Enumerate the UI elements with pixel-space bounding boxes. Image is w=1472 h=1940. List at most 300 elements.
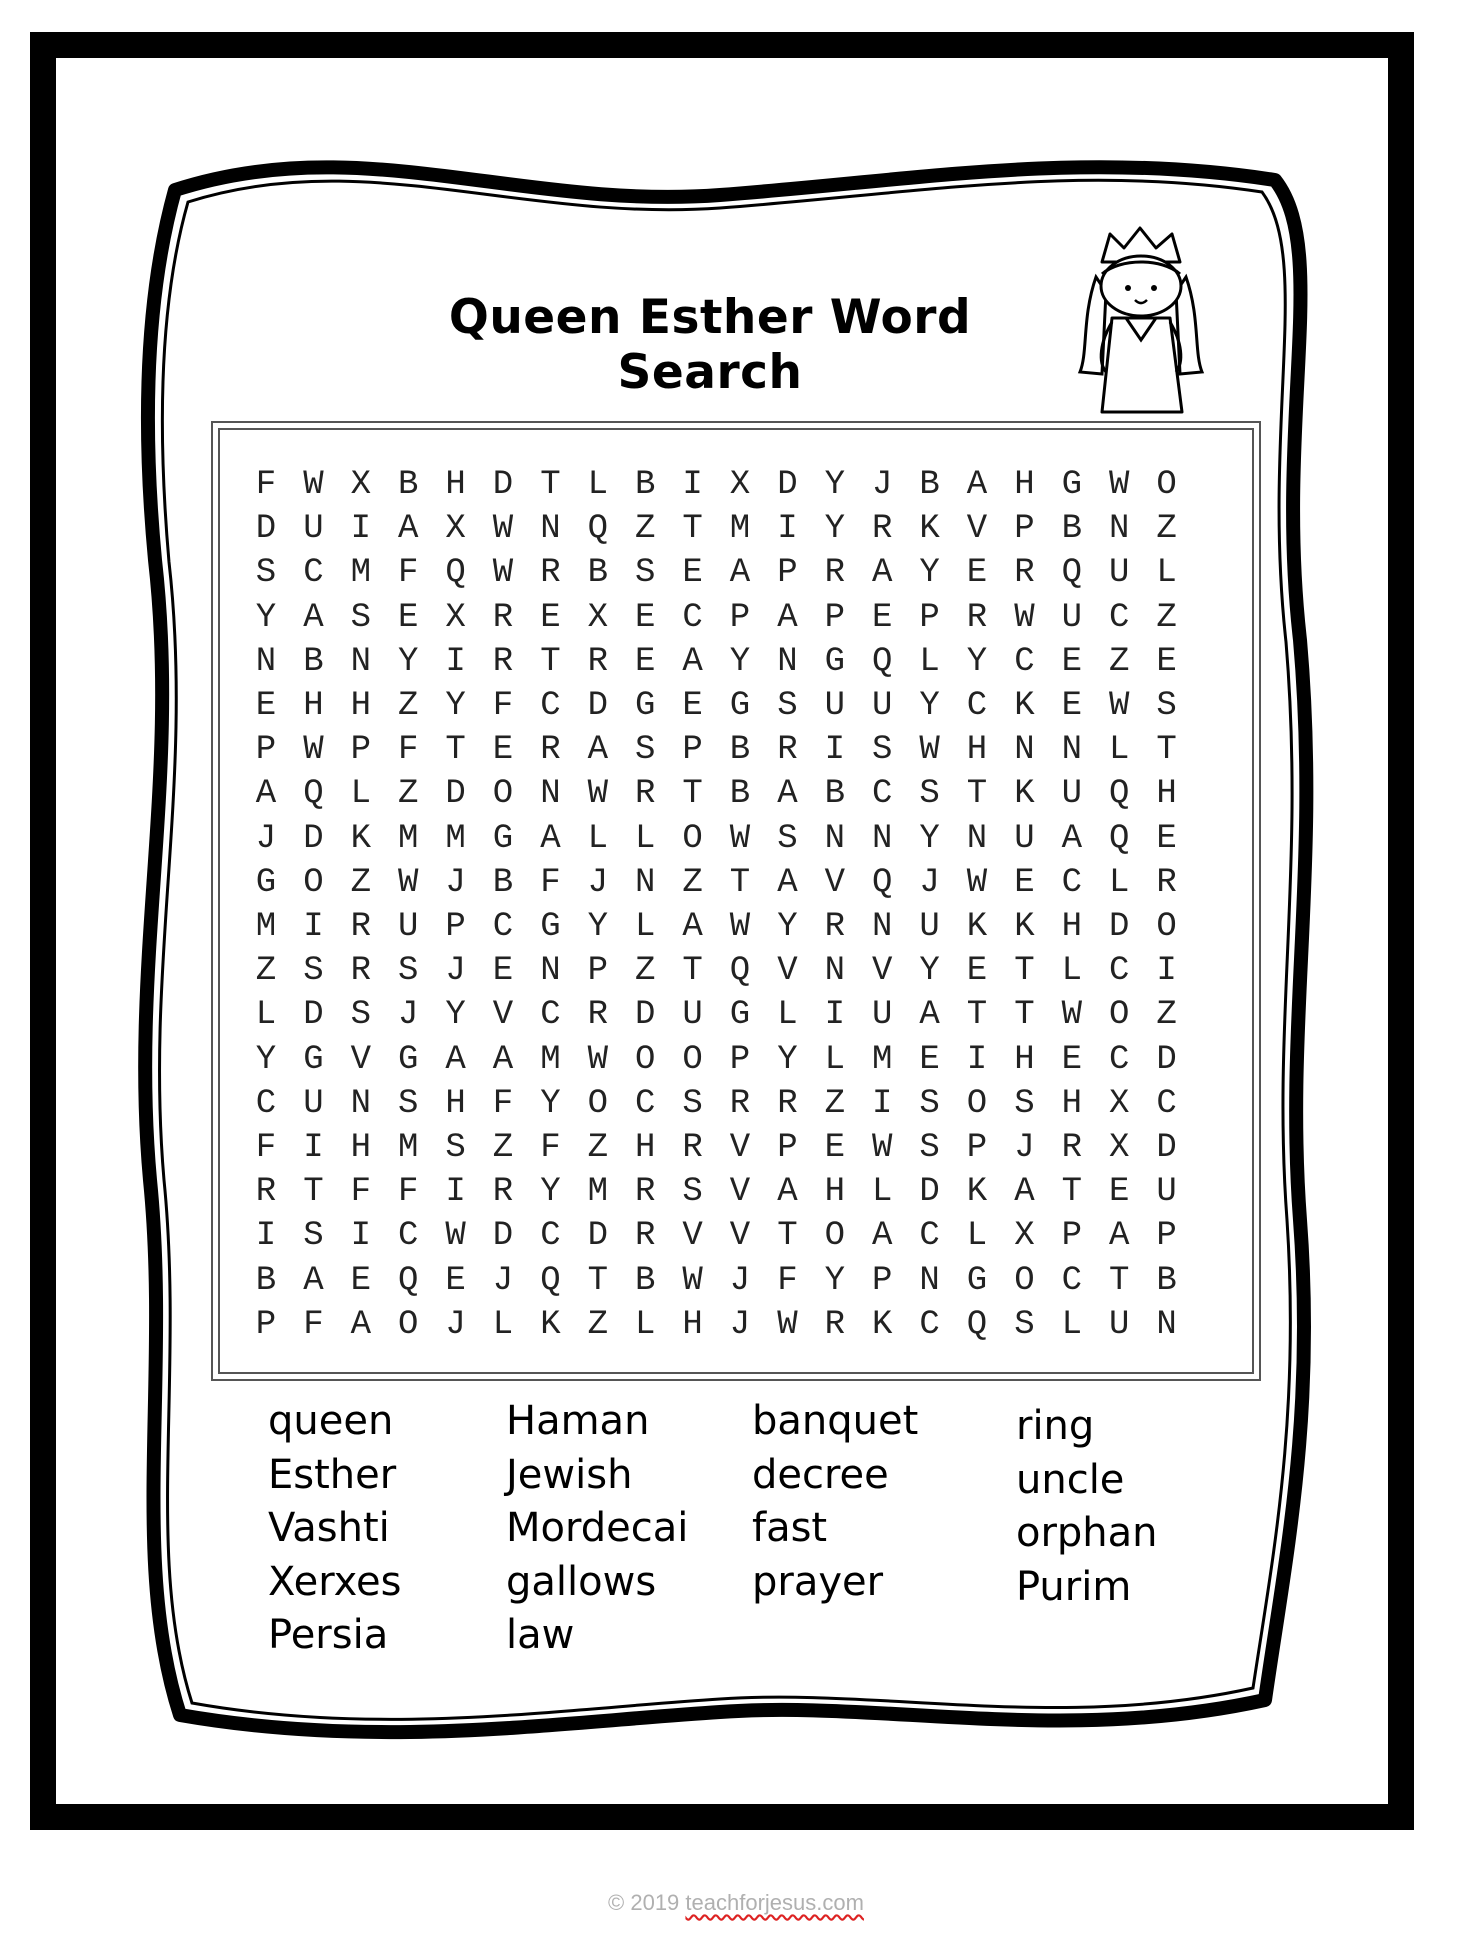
grid-letter[interactable]: F <box>492 1084 514 1123</box>
grid-letter[interactable]: P <box>824 598 845 637</box>
grid-letter[interactable]: O <box>682 819 703 858</box>
grid-letter[interactable]: N <box>540 510 561 549</box>
grid-letter[interactable]: M <box>540 1040 561 1079</box>
grid-letter[interactable]: T <box>966 775 988 814</box>
grid-letter[interactable]: A <box>255 775 277 814</box>
grid-letter[interactable]: Y <box>966 642 988 681</box>
grid-letter[interactable]: S <box>445 1129 466 1167</box>
grid-letter[interactable]: R <box>634 1217 656 1256</box>
grid-letter[interactable]: R <box>682 1129 703 1167</box>
grid-letter[interactable]: D <box>587 687 608 725</box>
grid-letter[interactable]: T <box>682 775 703 814</box>
grid-letter[interactable]: O <box>587 1084 608 1123</box>
grid-letter[interactable]: N <box>255 642 277 681</box>
grid-letter[interactable]: X <box>350 466 371 504</box>
grid-letter[interactable]: T <box>540 642 561 681</box>
grid-letter[interactable]: C <box>397 1217 419 1256</box>
grid-letter[interactable]: Z <box>587 1305 608 1344</box>
grid-letter[interactable]: P <box>587 952 608 991</box>
grid-letter[interactable]: X <box>1014 1217 1035 1256</box>
grid-letter[interactable]: E <box>492 952 514 991</box>
grid-letter[interactable]: Q <box>729 952 751 991</box>
grid-letter[interactable]: U <box>1061 775 1082 814</box>
grid-letter[interactable]: J <box>492 1261 514 1300</box>
grid-letter[interactable]: P <box>1061 1217 1082 1256</box>
grid-letter[interactable]: E <box>1156 642 1177 681</box>
grid-letter[interactable]: A <box>777 1173 798 1212</box>
grid-letter[interactable]: A <box>350 1305 371 1344</box>
grid-letter[interactable]: F <box>255 466 277 504</box>
grid-letter[interactable]: T <box>777 1217 798 1256</box>
grid-letter[interactable]: X <box>729 466 751 504</box>
grid-letter[interactable]: T <box>729 863 751 902</box>
grid-letter[interactable]: T <box>540 466 561 504</box>
grid-letter[interactable]: H <box>1014 466 1035 504</box>
grid-letter[interactable]: N <box>1108 510 1130 549</box>
grid-letter[interactable]: C <box>540 687 561 725</box>
grid-letter[interactable]: W <box>303 731 324 770</box>
grid-letter[interactable]: W <box>492 510 514 549</box>
grid-letter[interactable]: O <box>824 1217 845 1256</box>
grid-letter[interactable]: V <box>729 1217 751 1256</box>
grid-letter[interactable]: Y <box>777 1040 798 1079</box>
grid-letter[interactable]: S <box>1014 1084 1035 1123</box>
grid-letter[interactable]: F <box>540 1129 561 1167</box>
grid-letter[interactable]: L <box>634 908 656 946</box>
grid-letter[interactable]: R <box>777 1084 798 1123</box>
grid-letter[interactable]: M <box>871 1040 893 1079</box>
grid-letter[interactable]: Y <box>919 952 940 991</box>
grid-letter[interactable]: G <box>255 863 277 902</box>
grid-letter[interactable]: X <box>445 510 466 549</box>
grid-letter[interactable]: Y <box>824 510 845 549</box>
grid-letter[interactable]: S <box>871 731 893 770</box>
grid-letter[interactable]: L <box>492 1305 514 1344</box>
grid-letter[interactable]: A <box>871 554 893 593</box>
grid-letter[interactable]: E <box>682 554 703 593</box>
grid-letter[interactable]: B <box>634 466 656 504</box>
grid-letter[interactable]: L <box>634 1305 656 1344</box>
grid-letter[interactable]: N <box>824 819 845 858</box>
grid-letter[interactable]: H <box>1156 775 1177 814</box>
grid-letter[interactable]: C <box>919 1305 940 1344</box>
grid-letter[interactable]: L <box>966 1217 988 1256</box>
grid-letter[interactable]: E <box>255 687 277 725</box>
grid-letter[interactable]: X <box>587 598 608 637</box>
grid-letter[interactable]: C <box>871 775 893 814</box>
grid-letter[interactable]: A <box>871 1217 893 1256</box>
grid-letter[interactable]: O <box>634 1040 656 1079</box>
grid-letter[interactable]: V <box>966 510 988 549</box>
grid-letter[interactable]: D <box>587 1217 608 1256</box>
grid-letter[interactable]: H <box>1061 908 1082 946</box>
grid-letter[interactable]: N <box>350 642 371 681</box>
grid-letter[interactable]: R <box>824 1305 845 1344</box>
grid-letter[interactable]: J <box>919 863 940 902</box>
grid-letter[interactable]: L <box>587 819 608 858</box>
grid-letter[interactable]: L <box>1108 863 1130 902</box>
grid-letter[interactable]: B <box>729 775 751 814</box>
grid-letter[interactable]: N <box>634 863 656 902</box>
grid-letter[interactable]: A <box>682 642 703 681</box>
grid-letter[interactable]: A <box>540 819 561 858</box>
grid-letter[interactable]: A <box>397 510 419 549</box>
grid-letter[interactable]: F <box>397 1173 419 1212</box>
grid-letter[interactable]: U <box>1014 819 1035 858</box>
grid-letter[interactable]: D <box>303 996 324 1035</box>
grid-letter[interactable]: V <box>729 1173 751 1212</box>
grid-letter[interactable]: A <box>777 598 798 637</box>
grid-letter[interactable]: P <box>1014 510 1035 549</box>
grid-letter[interactable]: R <box>540 731 561 770</box>
grid-letter[interactable]: P <box>777 554 798 593</box>
grid-letter[interactable]: R <box>350 952 371 991</box>
grid-letter[interactable]: E <box>919 1040 940 1079</box>
grid-letter[interactable]: M <box>445 819 466 858</box>
grid-letter[interactable]: M <box>255 908 277 946</box>
grid-letter[interactable]: L <box>777 996 798 1035</box>
grid-letter[interactable]: F <box>540 863 561 902</box>
grid-letter[interactable]: E <box>1061 687 1082 725</box>
grid-letter[interactable]: B <box>397 466 419 504</box>
grid-letter[interactable]: T <box>587 1261 608 1300</box>
grid-letter[interactable]: B <box>729 731 751 770</box>
grid-letter[interactable]: C <box>1061 863 1082 902</box>
grid-letter[interactable]: V <box>871 952 893 991</box>
grid-letter[interactable]: W <box>587 775 608 814</box>
grid-letter[interactable]: G <box>966 1261 988 1300</box>
grid-letter[interactable]: R <box>492 1173 514 1212</box>
grid-letter[interactable]: E <box>1061 642 1082 681</box>
grid-letter[interactable]: Q <box>303 775 324 814</box>
grid-letter[interactable]: H <box>445 1084 466 1123</box>
grid-letter[interactable]: S <box>1156 687 1177 725</box>
grid-letter[interactable]: E <box>445 1261 466 1300</box>
grid-letter[interactable]: R <box>492 598 514 637</box>
grid-letter[interactable]: Z <box>682 863 703 902</box>
grid-letter[interactable]: N <box>871 819 893 858</box>
grid-letter[interactable]: N <box>966 819 988 858</box>
grid-letter[interactable]: Q <box>1108 775 1130 814</box>
grid-letter[interactable]: K <box>1014 775 1035 814</box>
grid-letter[interactable]: U <box>682 996 703 1035</box>
grid-letter[interactable]: W <box>587 1040 608 1079</box>
grid-letter[interactable]: B <box>919 466 940 504</box>
grid-letter[interactable]: U <box>397 908 419 946</box>
grid-letter[interactable]: U <box>824 687 845 725</box>
grid-letter[interactable]: E <box>1156 819 1177 858</box>
grid-letter[interactable]: R <box>350 908 371 946</box>
grid-letter[interactable]: B <box>492 863 514 902</box>
grid-letter[interactable]: R <box>492 642 514 681</box>
grid-letter[interactable]: K <box>1014 908 1035 946</box>
grid-letter[interactable]: Q <box>966 1305 988 1344</box>
grid-letter[interactable]: C <box>1061 1261 1082 1300</box>
grid-letter[interactable]: T <box>682 952 703 991</box>
grid-letter[interactable]: F <box>397 554 419 593</box>
grid-letter[interactable]: Z <box>1156 510 1177 549</box>
grid-letter[interactable]: I <box>303 908 324 946</box>
grid-letter[interactable]: W <box>1061 996 1082 1035</box>
grid-letter[interactable]: Y <box>255 598 277 637</box>
grid-letter[interactable]: R <box>871 510 893 549</box>
grid-letter[interactable]: U <box>871 687 893 725</box>
grid-letter[interactable]: H <box>350 1129 371 1167</box>
grid-letter[interactable]: K <box>350 819 371 858</box>
grid-letter[interactable]: G <box>824 642 845 681</box>
grid-letter[interactable]: S <box>634 554 656 593</box>
grid-letter[interactable]: D <box>492 466 514 504</box>
grid-letter[interactable]: N <box>1156 1305 1177 1344</box>
grid-letter[interactable]: Z <box>397 687 419 725</box>
grid-letter[interactable]: P <box>871 1261 893 1300</box>
grid-letter[interactable]: H <box>1014 1040 1035 1079</box>
grid-letter[interactable]: M <box>397 1129 419 1167</box>
grid-letter[interactable]: O <box>1156 466 1177 504</box>
grid-letter[interactable]: Y <box>919 819 940 858</box>
grid-letter[interactable]: U <box>1061 598 1082 637</box>
grid-letter[interactable]: N <box>1014 731 1035 770</box>
grid-letter[interactable]: R <box>587 996 608 1035</box>
grid-letter[interactable]: B <box>587 554 608 593</box>
grid-letter[interactable]: P <box>350 731 371 770</box>
grid-letter[interactable]: I <box>303 1129 324 1167</box>
grid-letter[interactable]: Y <box>397 642 419 681</box>
grid-letter[interactable]: C <box>919 1217 940 1256</box>
grid-letter[interactable]: T <box>303 1173 324 1212</box>
grid-letter[interactable]: W <box>1014 598 1035 637</box>
grid-letter[interactable]: S <box>777 687 798 725</box>
grid-letter[interactable]: I <box>350 510 371 549</box>
grid-letter[interactable]: W <box>1108 466 1130 504</box>
grid-letter[interactable]: A <box>303 1261 324 1300</box>
grid-letter[interactable]: D <box>634 996 656 1035</box>
grid-letter[interactable]: A <box>303 598 324 637</box>
grid-letter[interactable]: J <box>445 952 466 991</box>
grid-letter[interactable]: K <box>540 1305 561 1344</box>
grid-letter[interactable]: E <box>871 598 893 637</box>
grid-letter[interactable]: Q <box>397 1261 419 1300</box>
grid-letter[interactable]: G <box>634 687 656 725</box>
grid-letter[interactable]: C <box>1108 598 1130 637</box>
grid-letter[interactable]: B <box>634 1261 656 1300</box>
grid-letter[interactable]: S <box>303 952 324 991</box>
grid-letter[interactable]: Z <box>1108 642 1130 681</box>
grid-letter[interactable]: P <box>255 731 277 770</box>
grid-letter[interactable]: R <box>1014 554 1035 593</box>
grid-letter[interactable]: Z <box>1156 996 1177 1035</box>
grid-letter[interactable]: O <box>1108 996 1130 1035</box>
grid-letter[interactable]: J <box>587 863 608 902</box>
grid-letter[interactable]: J <box>729 1261 751 1300</box>
grid-letter[interactable]: F <box>303 1305 324 1344</box>
grid-letter[interactable]: L <box>1061 952 1082 991</box>
grid-letter[interactable]: E <box>634 642 656 681</box>
grid-letter[interactable]: O <box>397 1305 419 1344</box>
grid-letter[interactable]: E <box>492 731 514 770</box>
grid-letter[interactable]: N <box>540 952 561 991</box>
grid-letter[interactable]: U <box>1108 1305 1130 1344</box>
grid-letter[interactable]: L <box>255 996 277 1035</box>
grid-letter[interactable]: P <box>966 1129 988 1167</box>
grid-letter[interactable]: H <box>966 731 988 770</box>
grid-letter[interactable]: S <box>682 1084 703 1123</box>
grid-letter[interactable]: Q <box>445 554 466 593</box>
grid-letter[interactable]: W <box>729 819 751 858</box>
grid-letter[interactable]: S <box>919 1129 940 1167</box>
grid-letter[interactable]: P <box>777 1129 798 1167</box>
grid-letter[interactable]: G <box>492 819 514 858</box>
grid-letter[interactable]: C <box>1108 952 1130 991</box>
grid-letter[interactable]: Y <box>540 1084 561 1123</box>
grid-letter[interactable]: N <box>1061 731 1082 770</box>
grid-letter[interactable]: L <box>871 1173 893 1212</box>
grid-letter[interactable]: L <box>587 466 608 504</box>
grid-letter[interactable]: W <box>919 731 940 770</box>
grid-letter[interactable]: S <box>350 996 371 1035</box>
grid-letter[interactable]: J <box>397 996 419 1035</box>
grid-letter[interactable]: K <box>871 1305 893 1344</box>
grid-letter[interactable]: Y <box>919 687 940 725</box>
grid-letter[interactable]: N <box>871 908 893 946</box>
grid-letter[interactable]: S <box>919 775 940 814</box>
grid-letter[interactable]: S <box>397 952 419 991</box>
grid-letter[interactable]: L <box>1108 731 1130 770</box>
grid-letter[interactable]: A <box>587 731 608 770</box>
grid-letter[interactable]: U <box>1108 554 1130 593</box>
grid-letter[interactable]: I <box>777 510 798 549</box>
grid-letter[interactable]: R <box>824 554 845 593</box>
grid-letter[interactable]: A <box>966 466 988 504</box>
grid-letter[interactable]: Y <box>824 1261 845 1300</box>
grid-letter[interactable]: E <box>966 952 988 991</box>
grid-letter[interactable]: N <box>919 1261 940 1300</box>
grid-letter[interactable]: U <box>303 1084 324 1123</box>
grid-letter[interactable]: A <box>492 1040 514 1079</box>
grid-letter[interactable]: Y <box>824 466 845 504</box>
grid-letter[interactable]: J <box>445 1305 466 1344</box>
grid-letter[interactable]: X <box>1108 1129 1130 1167</box>
grid-letter[interactable]: Z <box>492 1129 514 1167</box>
grid-letter[interactable]: Y <box>445 996 466 1035</box>
grid-letter[interactable]: T <box>682 510 703 549</box>
grid-letter[interactable]: R <box>777 731 798 770</box>
grid-letter[interactable]: R <box>729 1084 751 1123</box>
grid-letter[interactable]: C <box>966 687 988 725</box>
grid-letter[interactable]: P <box>682 731 703 770</box>
grid-letter[interactable]: G <box>729 996 751 1035</box>
grid-letter[interactable]: U <box>1156 1173 1177 1212</box>
grid-letter[interactable]: I <box>445 642 466 681</box>
grid-letter[interactable]: B <box>255 1261 277 1300</box>
grid-letter[interactable]: S <box>303 1217 324 1256</box>
grid-letter[interactable]: R <box>255 1173 277 1212</box>
grid-letter[interactable]: Y <box>255 1040 277 1079</box>
grid-letter[interactable]: W <box>682 1261 703 1300</box>
grid-letter[interactable]: D <box>1108 908 1130 946</box>
grid-letter[interactable]: S <box>919 1084 940 1123</box>
grid-letter[interactable]: D <box>255 510 277 549</box>
grid-letter[interactable]: L <box>1156 554 1177 593</box>
grid-letter[interactable]: S <box>1014 1305 1035 1344</box>
grid-letter[interactable]: B <box>1156 1261 1177 1300</box>
grid-letter[interactable]: E <box>1108 1173 1130 1212</box>
grid-letter[interactable]: U <box>303 510 324 549</box>
grid-letter[interactable]: Q <box>871 642 893 681</box>
grid-letter[interactable]: I <box>871 1084 893 1123</box>
grid-letter[interactable]: Y <box>729 642 751 681</box>
grid-letter[interactable]: F <box>777 1261 798 1300</box>
grid-letter[interactable]: E <box>540 598 561 637</box>
grid-letter[interactable]: I <box>255 1217 277 1256</box>
grid-letter[interactable]: Z <box>255 952 277 991</box>
grid-letter[interactable]: V <box>682 1217 703 1256</box>
grid-letter[interactable]: R <box>587 642 608 681</box>
grid-letter[interactable]: B <box>824 775 845 814</box>
grid-letter[interactable]: C <box>540 996 561 1035</box>
grid-letter[interactable]: Q <box>587 510 608 549</box>
grid-letter[interactable]: V <box>492 996 514 1035</box>
grid-letter[interactable]: C <box>682 598 703 637</box>
grid-letter[interactable]: A <box>682 908 703 946</box>
grid-letter[interactable]: X <box>1108 1084 1130 1123</box>
grid-letter[interactable]: A <box>1061 819 1082 858</box>
grid-letter[interactable]: K <box>919 510 940 549</box>
grid-letter[interactable]: E <box>634 598 656 637</box>
grid-letter[interactable]: F <box>397 731 419 770</box>
grid-letter[interactable]: G <box>540 908 561 946</box>
grid-letter[interactable]: T <box>1061 1173 1082 1212</box>
grid-letter[interactable]: H <box>1061 1084 1082 1123</box>
grid-letter[interactable]: Q <box>871 863 893 902</box>
grid-letter[interactable]: L <box>350 775 371 814</box>
grid-letter[interactable]: W <box>966 863 988 902</box>
grid-letter[interactable]: E <box>966 554 988 593</box>
grid-letter[interactable]: I <box>824 731 845 770</box>
grid-letter[interactable]: W <box>777 1305 798 1344</box>
grid-letter[interactable]: L <box>634 819 656 858</box>
grid-letter[interactable]: E <box>824 1129 845 1167</box>
grid-letter[interactable]: Y <box>777 908 798 946</box>
grid-letter[interactable]: O <box>682 1040 703 1079</box>
grid-letter[interactable]: C <box>1014 642 1035 681</box>
grid-letter[interactable]: S <box>397 1084 419 1123</box>
grid-letter[interactable]: I <box>824 996 845 1035</box>
grid-letter[interactable]: Z <box>350 863 371 902</box>
grid-letter[interactable]: V <box>350 1040 371 1079</box>
grid-letter[interactable]: C <box>492 908 514 946</box>
grid-letter[interactable]: N <box>540 775 561 814</box>
grid-letter[interactable]: L <box>824 1040 845 1079</box>
grid-letter[interactable]: G <box>303 1040 324 1079</box>
grid-letter[interactable]: D <box>777 466 798 504</box>
grid-letter[interactable]: F <box>492 687 514 725</box>
grid-letter[interactable]: N <box>350 1084 371 1123</box>
grid-letter[interactable]: R <box>540 554 561 593</box>
grid-letter[interactable]: W <box>871 1129 893 1167</box>
grid-letter[interactable]: D <box>919 1173 940 1212</box>
grid-letter[interactable]: D <box>1156 1040 1177 1079</box>
grid-letter[interactable]: C <box>540 1217 561 1256</box>
grid-letter[interactable]: Z <box>824 1084 845 1123</box>
grid-letter[interactable]: B <box>303 642 324 681</box>
grid-letter[interactable]: E <box>350 1261 371 1300</box>
grid-letter[interactable]: Q <box>1108 819 1130 858</box>
grid-letter[interactable]: K <box>1014 687 1035 725</box>
grid-letter[interactable]: V <box>824 863 845 902</box>
grid-letter[interactable]: T <box>966 996 988 1035</box>
grid-letter[interactable]: E <box>397 598 419 637</box>
